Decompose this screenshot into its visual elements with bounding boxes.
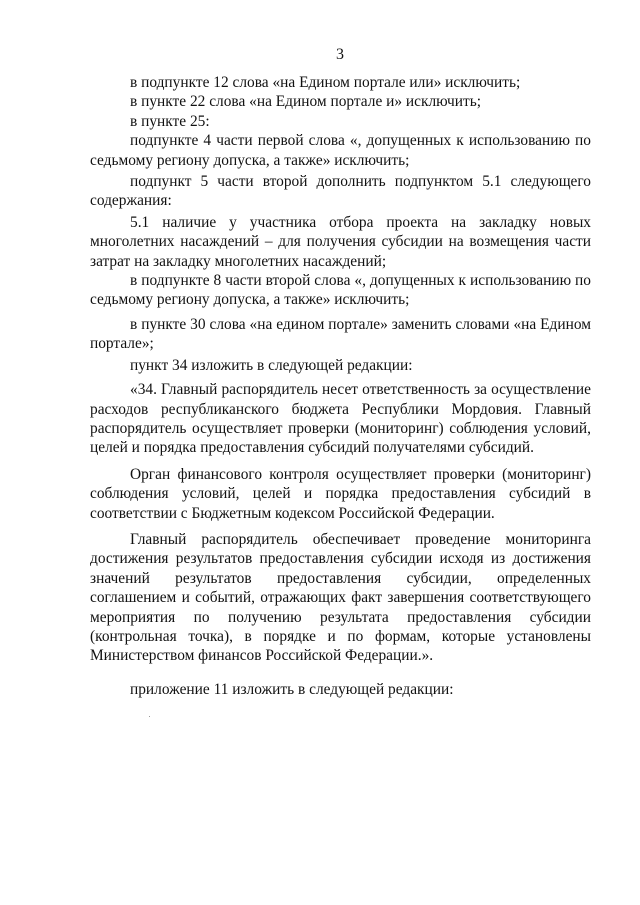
- paragraph-amendment-30: в пункте 30 слова «на едином портале» заменить словами «на Едином портале»;: [90, 315, 591, 353]
- paragraph-monitoring: Главный распорядитель обеспечивает проведение мониторинга достижения результатов предоставления субсидии исходя из достижения значений результатов предоставления субсидии, определенных соглашением и событий, отражающих факт завершения соответствующего мероприятия по получению результата предоставления субсидии (контрольная точка), в порядке и по формам, которые установлены Министерством финансов Российской Федерации.».: [90, 530, 591, 665]
- paragraph-subitem-5: подпункт 5 части второй дополнить подпунктом 5.1 следующего содержания:: [90, 173, 591, 210]
- paragraph-amendment-25: в пункте 25:: [130, 112, 210, 130]
- paragraph-item-34-text: «34. Главный распорядитель несет ответственность за осуществление расходов республиканского бюджета Республики Мордовия. Главный распорядитель осуществляет проверки (мониторинг) соблюдения условий, целей и порядка предоставления субсидий получателями субсидий.: [90, 381, 591, 457]
- paragraph-financial-control: Орган финансового контроля осуществляет проверки (мониторинг) соблюдения условий, целей и порядка предоставления субсидий в соответствии с Бюджетным кодексом Российской Федерации.: [90, 465, 591, 522]
- paragraph-subitem-8: в подпункте 8 части второй слова «, допущенных к использованию по седьмому региону допуска, а также» исключить;: [90, 272, 591, 309]
- page-number: 3: [336, 46, 344, 63]
- scan-speck: [149, 716, 150, 717]
- paragraph-subitem-4: подпункте 4 части первой слова «, допущенных к использованию по седьмому региону допуска, а также» исключить;: [90, 132, 591, 169]
- paragraph-appendix-11: приложение 11 изложить в следующей редакции:: [130, 680, 454, 698]
- paragraph-amendment-12: в подпункте 12 слова «на Едином портале или» исключить;: [130, 74, 521, 91]
- document-body: [90, 73, 591, 699]
- paragraph-amendment-34: пункт 34 изложить в следующей редакции:: [130, 356, 413, 374]
- paragraph-amendment-22: в пункте 22 слова «на Едином портале и» исключить;: [130, 93, 482, 111]
- paragraph-subitem-5-1: 5.1 наличие у участника отбора проекта на закладку новых многолетних насаждений – для получения субсидии на возмещения части затрат на закладку многолетних насаждений;: [90, 213, 591, 270]
